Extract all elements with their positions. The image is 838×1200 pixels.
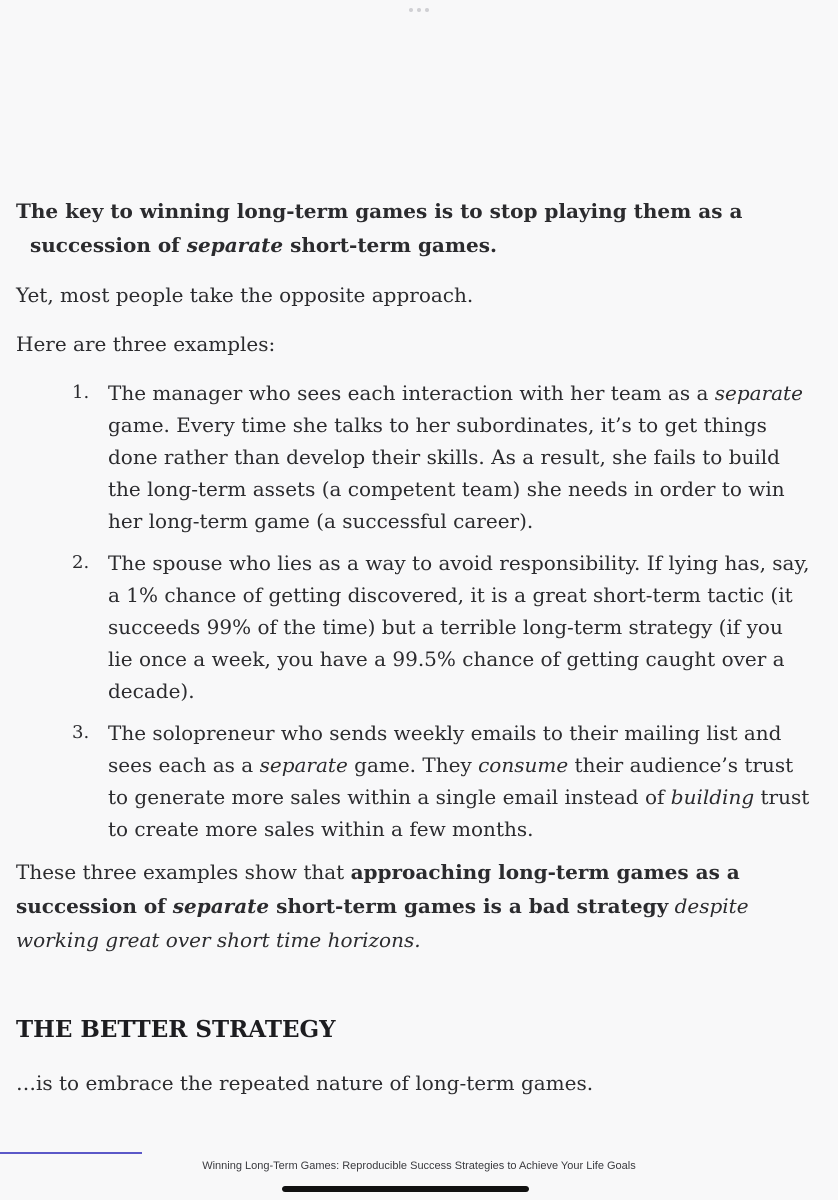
lead-text: The key to winning long-term games is to stop playing them as a succession of — [16, 199, 743, 257]
paragraph-here: Here are three examples: — [16, 332, 276, 356]
examples-list — [16, 377, 811, 845]
list-item — [72, 547, 811, 707]
list-emphasis: building — [670, 785, 755, 809]
book-title[interactable]: Winning Long-Term Games: Reproducible Success Strategies to Achieve Your Life Goals — [202, 1160, 636, 1172]
paragraph-yet: Yet, most people take the opposite approach. — [16, 283, 474, 307]
lead-paragraph — [16, 194, 811, 262]
list-text: game. Every time she talks to her subordinates, it’s to get things done rather than develop their skills. As a result, she fails to build the long-term assets (a competent team) she needs in order to win her long-term game (a successful career). — [108, 413, 785, 533]
reader-content — [16, 194, 811, 1099]
summary-text: These three examples show that — [16, 860, 351, 884]
list-emphasis: separate — [714, 381, 803, 405]
list-number: 3. — [72, 722, 90, 743]
handle-dot — [425, 8, 429, 12]
list-number: 2. — [72, 552, 90, 573]
list-emphasis: consume — [478, 753, 569, 777]
list-text: trust to create more sales within a few months. — [108, 785, 810, 841]
summary-paragraph — [16, 855, 811, 957]
window-handle[interactable] — [409, 8, 429, 12]
list-emphasis: separate — [259, 753, 348, 777]
summary-bold-text: approaching long-term games as a succession of — [16, 860, 740, 918]
handle-dot — [417, 8, 421, 12]
list-text: The solopreneur who sends weekly emails to their mailing list and sees each as a — [108, 721, 782, 777]
summary-emphasis: despite working great over short time horizons. — [16, 894, 749, 952]
section-heading: THE BETTER STRATEGY — [16, 1016, 336, 1043]
reading-progress-bar — [0, 1152, 142, 1154]
summary-bold-emphasis: separate — [172, 894, 270, 918]
list-text: game. They — [347, 753, 479, 777]
list-text: their audience’s trust to generate more sales within a single email instead of — [108, 753, 794, 809]
list-text: The spouse who lies as a way to avoid responsibility. If lying has, say, a 1% chance of getting discovered, it is a great short-term tactic (it succeeds 99% of the time) but a terrible long-term strategy (if you lie once a week, you have a 99.5% chance of getting caught over a decade). — [108, 551, 810, 703]
list-item — [72, 377, 811, 537]
section-paragraph: …is to embrace the repeated nature of long-term games. — [16, 1071, 594, 1095]
summary-bold-text: short-term games is a bad strategy — [269, 894, 669, 918]
home-indicator[interactable] — [282, 1186, 529, 1192]
lead-text-end: short-term games. — [283, 233, 497, 257]
list-number: 1. — [72, 382, 90, 403]
lead-emphasis: separate — [186, 233, 284, 257]
list-item — [72, 717, 811, 845]
handle-dot — [409, 8, 413, 12]
list-text: The manager who sees each interaction with her team as a — [108, 381, 715, 405]
